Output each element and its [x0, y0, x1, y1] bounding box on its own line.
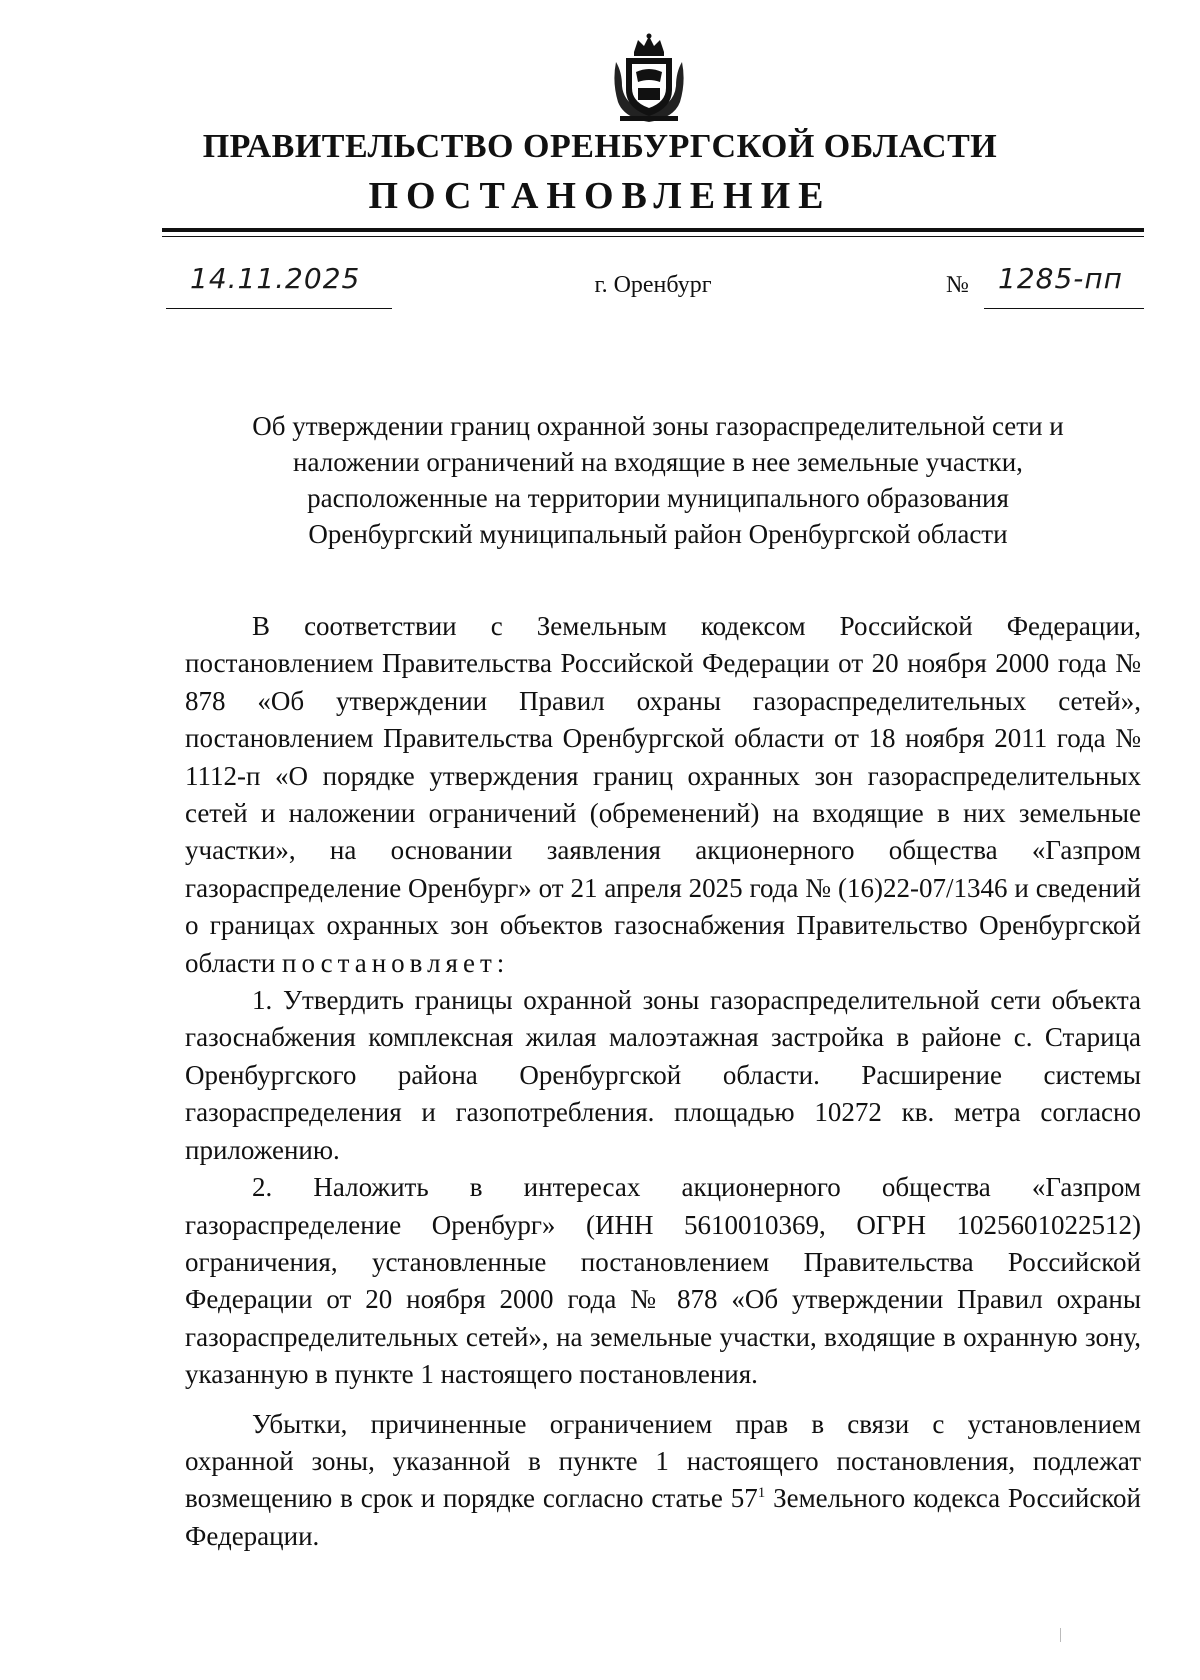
title-line: Об утверждении границ охранной зоны газораспределительной сети и	[252, 411, 1064, 441]
title-line: Оренбургский муниципальный район Оренбургской области	[308, 519, 1008, 549]
preamble-paragraph	[185, 608, 1141, 982]
number-sign: №	[946, 272, 969, 298]
losses-paragraph	[185, 1406, 1141, 1556]
preamble-text: В соответствии с Земельным кодексом Российской Федерации, постановлением Правительства Российской Федерации от 20 ноября 2000 года № 878 «Об утверждении Правил охраны газораспределительных сетей», постановлением Правительства Оренбургской области от 18 ноября 2011 года № 1112-п «О порядке утверждения границ охранных зон газораспределительных сетей и наложении ограничений (обременений) на входящие в них земельные участки», на основании заявления акционерного общества «Газпром газораспределение Оренбург» от 21 апреля 2025 года № (16)22-07/1346 и сведений о границах охранных зон объектов газоснабжения Правительство Оренбургской области	[185, 611, 1141, 978]
superscript-index: 1	[757, 1485, 766, 1502]
losses-text-end: Земельного кодекса Российской Федерации.	[185, 1483, 1141, 1551]
document-body	[185, 608, 1141, 1555]
title-line: наложении ограничений на входящие в нее земельные участки,	[293, 447, 1023, 477]
losses-text: Убытки, причиненные ограничением прав в связи с установлением охранной зоны, указанной в пункте 1 настоящего постановления, подлежат возмещению в срок и порядке согласно статье 57	[185, 1408, 1141, 1514]
title-line: расположенные на территории муниципального образования	[307, 483, 1009, 513]
handwritten-number: 1285-пп	[998, 262, 1123, 295]
city-label: г. Оренбург	[594, 272, 712, 298]
coat-of-arms-icon	[610, 32, 688, 124]
document-meta-row	[162, 258, 1144, 308]
header-rule-thick	[162, 228, 1144, 232]
document-type-heading: ПОСТАНОВЛЕНИЕ	[368, 175, 832, 217]
scan-artifact	[1060, 1628, 1061, 1642]
organization-heading: ПРАВИТЕЛЬСТВО ОРЕНБУРГСКОЙ ОБЛАСТИ	[202, 128, 998, 165]
header-rule-thin	[162, 236, 1144, 237]
handwritten-date: 14.11.2025	[190, 262, 361, 295]
document-title	[170, 408, 1146, 552]
item-1-paragraph: 1. Утвердить границы охранной зоны газораспределительной сети объекта газоснабжения комплексная жилая малоэтажная застройка в районе с. Старица Оренбургского района Оренбургской области. Расширение системы газораспределения и газопотребления. площадью 10272 кв. метра согласно приложению.	[185, 985, 1141, 1165]
item-2-paragraph: 2. Наложить в интересах акционерного общества «Газпром газораспределение Оренбург» (ИНН 5610010369, ОГРН 1025601022512) ограничения, установленные постановлением Правительства Российской Федерации от 20 ноября 2000 года № 878 «Об утверждении Правил охраны газораспределительных сетей», на земельные участки, входящие в охранную зону, указанную в пункте 1 настоящего постановления.	[185, 1172, 1141, 1390]
number-field	[984, 258, 1144, 309]
resolves-word: постановляет:	[282, 947, 510, 978]
